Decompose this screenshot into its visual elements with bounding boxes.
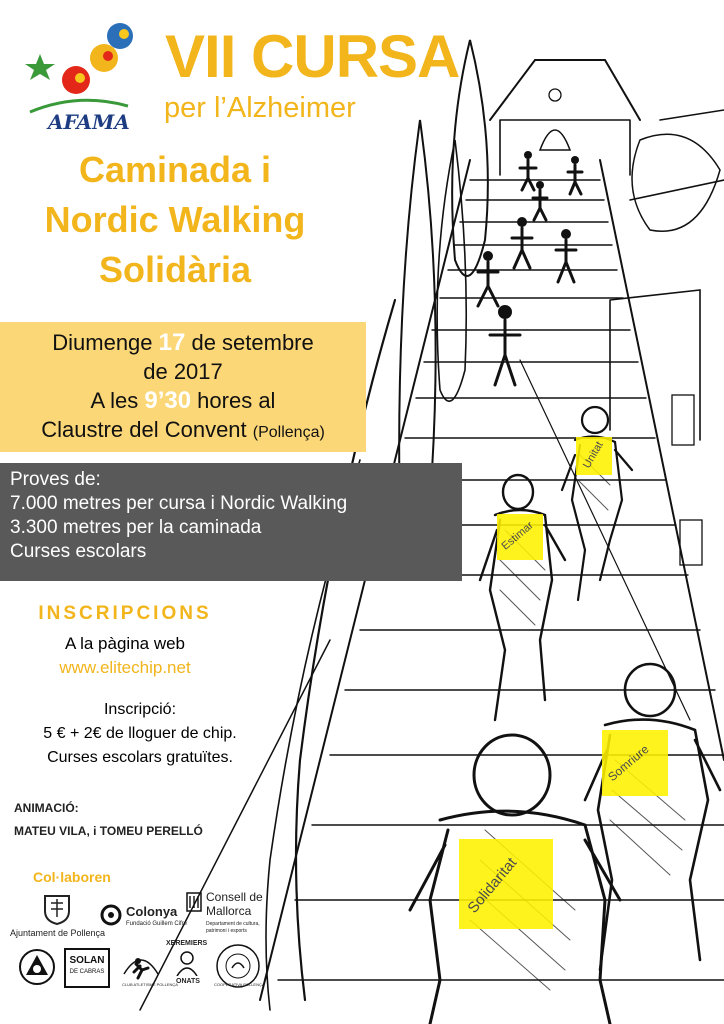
logo-ajuntament-text: Ajuntament de Pollença xyxy=(10,928,106,938)
consell-icon xyxy=(186,892,202,912)
logo-solan-text-1: SOLAN xyxy=(69,955,105,966)
note-label: Unitat xyxy=(580,439,606,471)
date-place: Claustre del Convent xyxy=(41,417,253,442)
price-value: 5 € + 2€ de lloguer de chip. xyxy=(43,725,237,742)
civil-protection-icon xyxy=(18,948,56,986)
title-line-1: VII CURSA xyxy=(165,23,460,90)
animacio-title: ANIMACIÓ: xyxy=(14,801,79,815)
note-label: Somriure xyxy=(605,741,652,785)
animacio-block xyxy=(14,797,203,843)
logo-colonya-sub: Fundació Guillem Cifre xyxy=(126,921,188,927)
inscripcions-line: A la pàgina web xyxy=(64,634,186,653)
note-label: Estimar xyxy=(499,519,536,553)
logo-club-text: CLUB ATLETISME POLLENÇA xyxy=(122,982,178,987)
logo-consell-sub: Departament de cultura, patrimoni i esports xyxy=(206,921,260,934)
logo-cooperativa xyxy=(214,942,265,990)
proves-item: 7.000 metres per cursa i Nordic Walking xyxy=(10,493,348,514)
inscripcions-web-link[interactable]: www.elitechip.net xyxy=(59,658,191,677)
logo-solan-text-2: DE CABRAS xyxy=(69,969,105,975)
logo-proteccio-civil xyxy=(18,948,56,986)
logo-colonya xyxy=(100,900,188,940)
subtitle-block xyxy=(10,145,340,295)
sticky-note-estimar xyxy=(497,514,543,560)
sticky-note-solidaritat xyxy=(459,839,553,929)
date-text: Diumenge xyxy=(52,330,159,355)
date-year: de 2017 xyxy=(143,359,223,384)
logo-onats-text: ONATS xyxy=(176,978,200,985)
logo-solan-de-cabras xyxy=(64,948,110,988)
title-line-5: Solidària xyxy=(98,249,252,290)
time-suffix: hores al xyxy=(191,388,276,413)
colonya-icon xyxy=(100,904,122,926)
date-month: de setembre xyxy=(185,330,314,355)
sticky-note-somriure xyxy=(602,730,668,796)
logo-consell-text-1: Consell de xyxy=(206,890,263,904)
date-info xyxy=(0,328,366,447)
proves-item: Curses escolars xyxy=(10,541,147,562)
logo-ajuntament xyxy=(10,893,106,943)
date-day: 17 xyxy=(158,329,186,356)
logo-consell-text-2: Mallorca xyxy=(206,904,252,918)
logo-club-atletisme xyxy=(118,944,178,990)
logo-xeremiers-text: XEREMIERS xyxy=(166,940,208,947)
inscripcions-title: INSCRIPCIONS xyxy=(38,603,212,624)
price-info xyxy=(30,698,250,770)
date-town: (Pollença) xyxy=(252,424,325,441)
title-line-3: Caminada i xyxy=(78,149,272,190)
title-line-4: Nordic Walking xyxy=(44,199,306,240)
note-label: Solidaritat xyxy=(464,854,521,917)
logo-cooperativa-text: COOPERATIVA POLLENÇA xyxy=(214,982,265,987)
date-time: 9’30 xyxy=(144,387,192,414)
price-free: Curses escolars gratuïtes. xyxy=(47,749,233,766)
animacio-names: MATEU VILA, i TOMEU PERELLÓ xyxy=(14,824,203,838)
logo-consell xyxy=(186,888,266,944)
proves-band xyxy=(0,463,462,581)
date-place-line xyxy=(0,415,366,447)
date-time-line xyxy=(0,386,366,415)
logo-xeremiers xyxy=(166,940,208,988)
collaboren-title: Col·laboren xyxy=(33,869,111,885)
date-line-1 xyxy=(0,328,366,357)
sticky-note-unitat xyxy=(576,437,612,475)
title-line-2: per l’Alzheimer xyxy=(164,92,356,124)
proves-item: 3.300 metres per la caminada xyxy=(10,517,262,538)
inscripcions-info xyxy=(15,632,235,680)
coat-of-arms-icon xyxy=(42,893,72,925)
afama-logo-text: AFAMA xyxy=(48,110,130,134)
afama-logo xyxy=(18,14,166,134)
proves-title: Proves de: xyxy=(10,469,101,490)
logo-colonya-text: Colonya xyxy=(126,904,178,919)
time-prefix: A les xyxy=(90,388,145,413)
price-title: Inscripció: xyxy=(103,701,177,718)
xeremiers-icon xyxy=(172,950,202,976)
